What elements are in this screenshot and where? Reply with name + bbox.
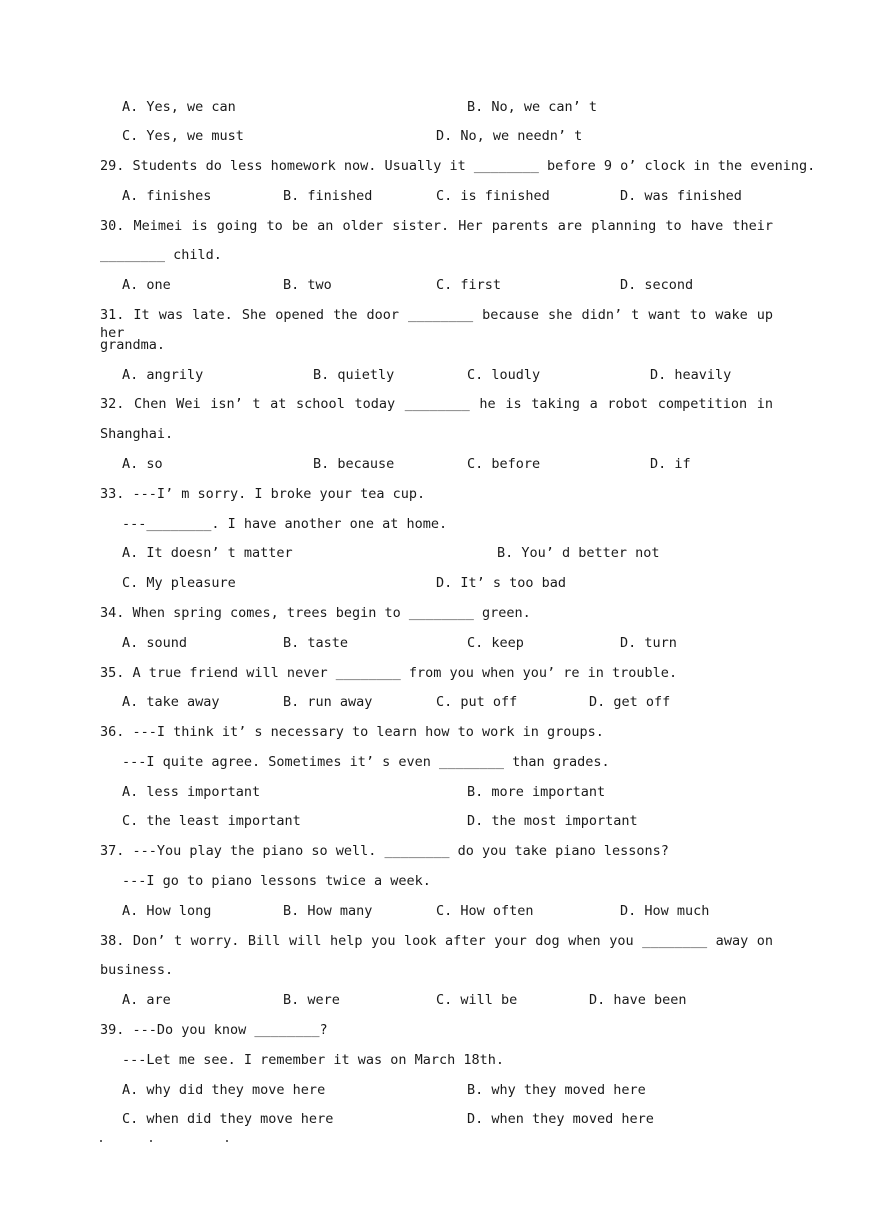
q37-option-d: D. How much <box>620 903 710 919</box>
q32-stem-line2: Shanghai. <box>100 426 174 442</box>
q38-option-b: B. were <box>283 992 340 1008</box>
q35-option-c: C. put off <box>436 694 518 710</box>
q37-option-c: C. How often <box>436 903 534 919</box>
q32-option-c: C. before <box>467 456 541 472</box>
q30-stem-line2: ________ child. <box>100 247 222 263</box>
q39-stem-line2: ---Let me see. I remember it was on March 18th. <box>122 1052 505 1068</box>
q37-stem-line1: 37. ---You play the piano so well. ________ do you take piano lessons? <box>100 843 669 859</box>
q36-stem-line2: ---I quite agree. Sometimes it’ s even ________ than grades. <box>122 754 610 770</box>
q32-stem-line1: 32. Chen Wei isn’ t at school today ________ he is taking a robot competition in <box>100 396 773 412</box>
q39-option-c: C. when did they move here <box>122 1111 334 1127</box>
q29-option-d: D. was finished <box>620 188 742 204</box>
q35-stem: 35. A true friend will never ________ from you when you’ re in trouble. <box>100 665 678 681</box>
artifact-dot <box>226 1140 228 1142</box>
q37-option-b: B. How many <box>283 903 373 919</box>
q29-option-a: A. finishes <box>122 188 212 204</box>
q32-option-b: B. because <box>313 456 395 472</box>
scan-artifact-dots <box>100 1140 240 1148</box>
q29-stem: 29. Students do less homework now. Usually it ________ before 9 o’ clock in the evening. <box>100 158 816 174</box>
q31-option-d: D. heavily <box>650 367 732 383</box>
q39-option-d: D. when they moved here <box>467 1111 654 1127</box>
q38-option-d: D. have been <box>589 992 687 1008</box>
q30-option-a: A. one <box>122 277 171 293</box>
q38-stem-line2: business. <box>100 962 174 978</box>
q36-option-c: C. the least important <box>122 813 301 829</box>
q34-option-b: B. taste <box>283 635 349 651</box>
q31-option-b: B. quietly <box>313 367 395 383</box>
q38-option-a: A. are <box>122 992 171 1008</box>
q30-stem-line1: 30. Meimei is going to be an older sister. Her parents are planning to have their <box>100 218 773 234</box>
q33-option-a: A. It doesn’ t matter <box>122 545 293 561</box>
q30-option-c: C. first <box>436 277 502 293</box>
q36-option-d: D. the most important <box>467 813 638 829</box>
q34-option-d: D. turn <box>620 635 677 651</box>
q39-option-a: A. why did they move here <box>122 1082 326 1098</box>
q36-stem-line1: 36. ---I think it’ s necessary to learn how to work in groups. <box>100 724 604 740</box>
q33-option-b: B. You’ d better not <box>497 545 660 561</box>
q28-option-d: D. No, we needn’ t <box>436 128 583 144</box>
q38-option-c: C. will be <box>436 992 518 1008</box>
q30-option-b: B. two <box>283 277 332 293</box>
q33-stem-line1: 33. ---I’ m sorry. I broke your tea cup. <box>100 486 426 502</box>
q36-option-a: A. less important <box>122 784 261 800</box>
q31-stem-line2: grandma. <box>100 337 166 353</box>
q39-option-b: B. why they moved here <box>467 1082 646 1098</box>
q31-stem-line1: 31. It was late. She opened the door ________ because she didn’ t want to wake up her <box>100 307 773 341</box>
q28-option-b: B. No, we can’ t <box>467 99 598 115</box>
q35-option-b: B. run away <box>283 694 373 710</box>
q31-option-c: C. loudly <box>467 367 541 383</box>
q34-option-c: C. keep <box>467 635 524 651</box>
q37-stem-line2: ---I go to piano lessons twice a week. <box>122 873 431 889</box>
q29-option-c: C. is finished <box>436 188 550 204</box>
artifact-dot <box>100 1140 102 1142</box>
q35-option-a: A. take away <box>122 694 220 710</box>
q28-option-c: C. Yes, we must <box>122 128 244 144</box>
q33-option-c: C. My pleasure <box>122 575 236 591</box>
q28-option-a: A. Yes, we can <box>122 99 236 115</box>
q34-stem: 34. When spring comes, trees begin to ________ green. <box>100 605 531 621</box>
q34-option-a: A. sound <box>122 635 188 651</box>
q35-option-d: D. get off <box>589 694 671 710</box>
q33-stem-line2: ---________. I have another one at home. <box>122 516 448 532</box>
q32-option-a: A. so <box>122 456 163 472</box>
q31-option-a: A. angrily <box>122 367 204 383</box>
q38-stem-line1: 38. Don’ t worry. Bill will help you look after your dog when you ________ away on <box>100 933 773 949</box>
artifact-dot <box>150 1140 152 1142</box>
q36-option-b: B. more important <box>467 784 606 800</box>
q29-option-b: B. finished <box>283 188 373 204</box>
q39-stem-line1: 39. ---Do you know ________? <box>100 1022 328 1038</box>
q33-option-d: D. It’ s too bad <box>436 575 567 591</box>
q30-option-d: D. second <box>620 277 694 293</box>
q32-option-d: D. if <box>650 456 691 472</box>
q37-option-a: A. How long <box>122 903 212 919</box>
